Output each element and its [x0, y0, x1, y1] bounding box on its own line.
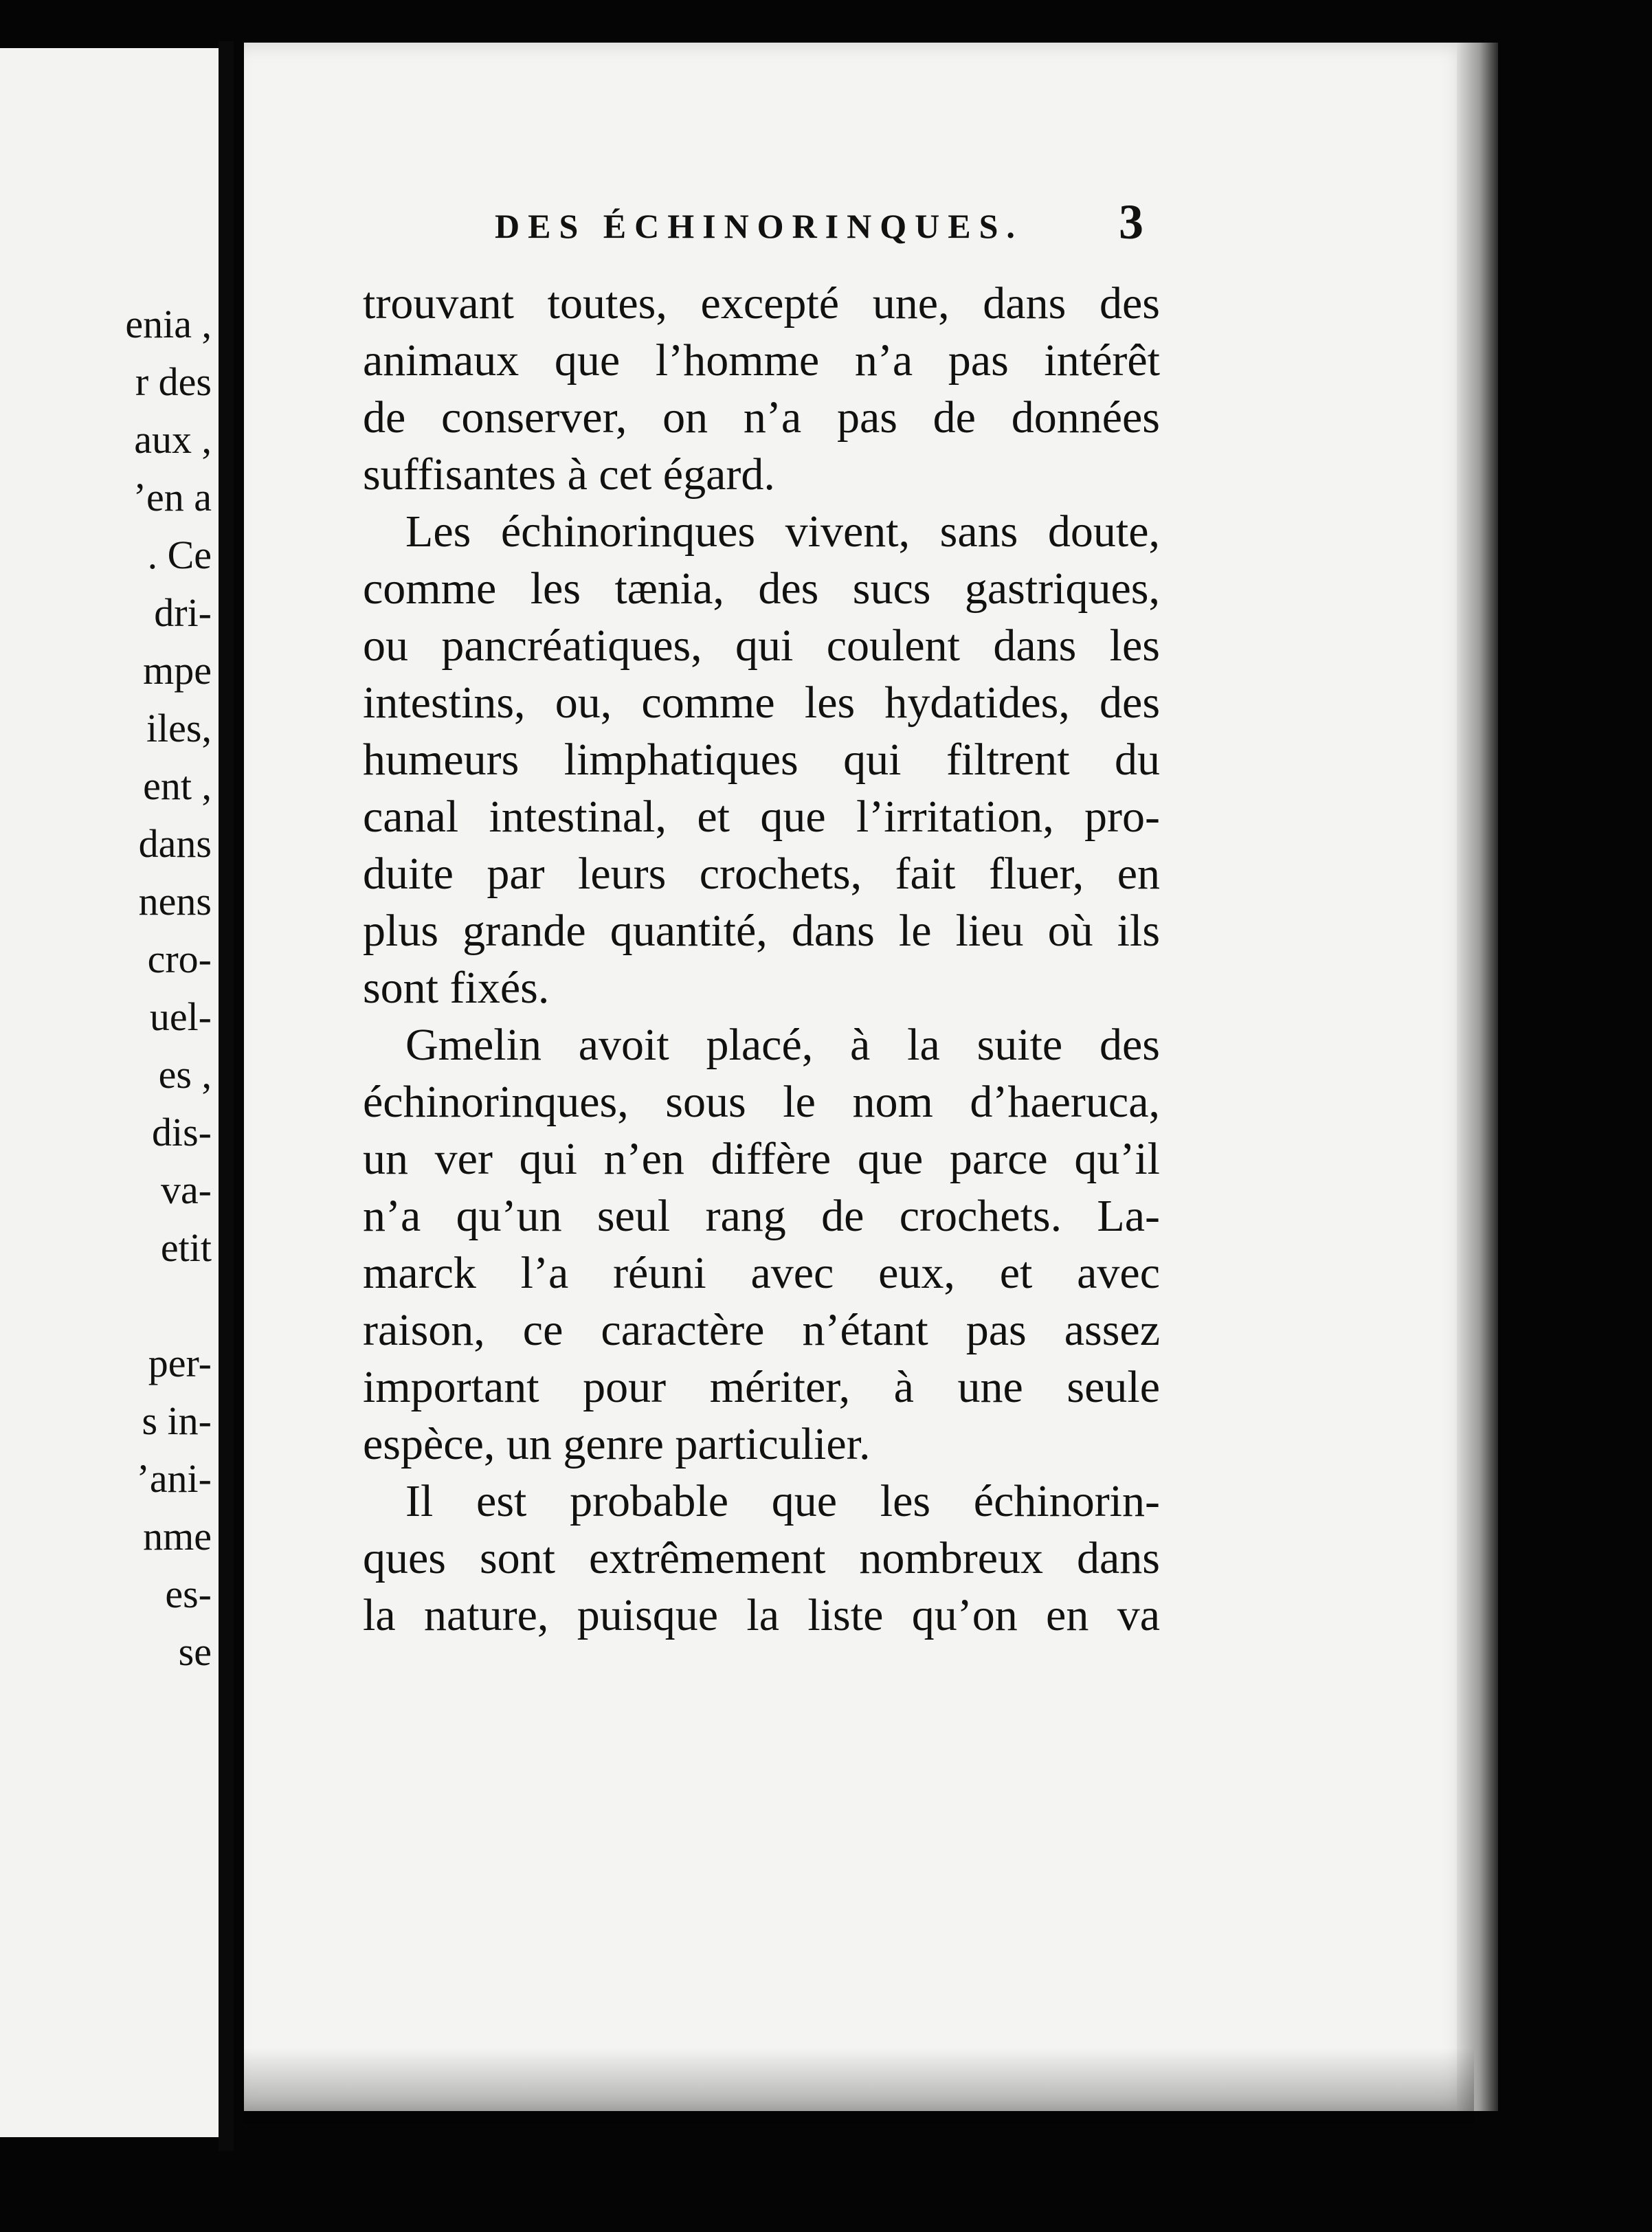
previous-page-line: r des: [135, 359, 212, 404]
previous-page-line: va-: [160, 1168, 212, 1212]
text-line: ou pancréatiques, qui coulent dans les: [363, 621, 1160, 671]
text-line: suffisantes à cet égard.: [363, 449, 775, 500]
text-line: ques sont extrêmement nombreux dans: [363, 1533, 1160, 1583]
previous-page-line: uel-: [149, 994, 212, 1039]
text-line: Il est probable que les échinorin-: [405, 1476, 1160, 1526]
previous-page-line: aux ,: [134, 417, 212, 462]
text-line: la nature, puisque la liste qu’on en va: [363, 1590, 1160, 1640]
previous-page-line: es-: [165, 1572, 212, 1616]
page-bottom-shadow: [244, 2048, 1474, 2123]
text-line: plus grande quantité, dans le lieu où ils: [363, 906, 1160, 956]
text-line: Gmelin avoit placé, à la suite des: [405, 1020, 1160, 1070]
previous-page-line: se: [178, 1629, 212, 1674]
text-line: sont fixés.: [363, 963, 550, 1013]
previous-page-line: etit: [160, 1225, 212, 1270]
text-line: n’a qu’un seul rang de crochets. La-: [363, 1191, 1160, 1241]
previous-page-fragment: [0, 48, 219, 2137]
text-line: échinorinques, sous le nom d’haeruca,: [363, 1077, 1160, 1127]
page-number: 3: [1119, 194, 1143, 249]
text-line: raison, ce caractère n’étant pas assez: [363, 1305, 1160, 1355]
previous-page-line: nme: [143, 1514, 212, 1559]
text-line: espèce, un genre particulier.: [363, 1419, 871, 1469]
text-line: canal intestinal, et que l’irritation, pro-: [363, 792, 1160, 842]
text-line: marck l’a réuni avec eux, et avec: [363, 1248, 1160, 1298]
previous-page-line: dri-: [154, 590, 212, 635]
text-line: important pour mériter, à une seule: [363, 1362, 1160, 1412]
previous-page-line: dans: [138, 821, 212, 866]
previous-page-line: iles,: [146, 706, 212, 750]
previous-page-line: per-: [148, 1341, 212, 1385]
text-line: trouvant toutes, excepté une, dans des: [363, 278, 1160, 328]
previous-page-line: mpe: [143, 648, 212, 693]
page-fore-edge: [1457, 43, 1498, 2111]
text-line: comme les tænia, des sucs gastriques,: [363, 563, 1160, 614]
previous-page-line: enia ,: [125, 302, 212, 346]
gutter-shadow: [219, 41, 234, 2151]
body-text: [363, 275, 1160, 1644]
text-line: duite par leurs crochets, fait fluer, en: [363, 849, 1160, 899]
previous-page-line: s in-: [142, 1398, 212, 1443]
previous-page-line: . Ce: [147, 533, 212, 577]
previous-page-line: nens: [138, 879, 212, 924]
previous-page-line: ’en a: [133, 475, 212, 520]
text-line: Les échinorinques vivent, sans doute,: [405, 506, 1160, 557]
previous-page-line: es ,: [158, 1052, 212, 1097]
text-line: de conserver, on n’a pas de données: [363, 392, 1160, 443]
previous-page-line: ent ,: [143, 763, 212, 808]
text-line: intestins, ou, comme les hydatides, des: [363, 678, 1160, 728]
previous-page-line: ’ani-: [136, 1456, 212, 1501]
text-line: un ver qui n’en diffère que parce qu’il: [363, 1134, 1160, 1184]
running-head: DES ÉCHINORINQUES.: [495, 207, 1023, 245]
previous-page-line: cro-: [147, 937, 212, 981]
text-line: animaux que l’homme n’a pas intérêt: [363, 335, 1160, 386]
previous-page-line: dis-: [152, 1110, 212, 1154]
text-line: humeurs limphatiques qui filtrent du: [363, 735, 1160, 785]
